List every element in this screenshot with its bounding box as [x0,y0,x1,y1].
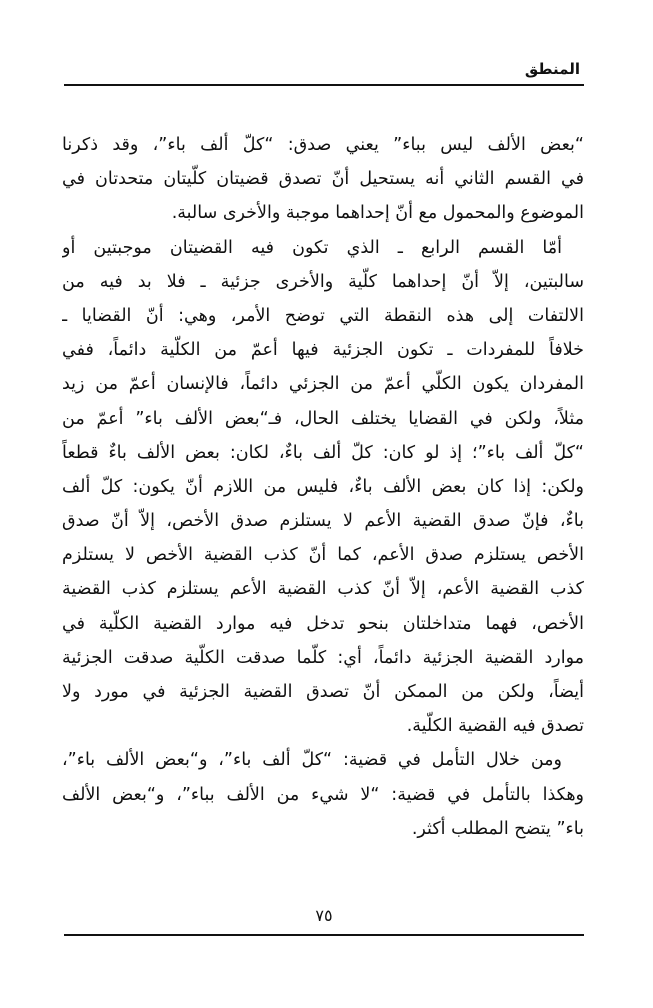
text-line: خلافاً للمفردات ـ تكون الجزئية فيها أعمّ من الكلّية دائماً، ففي [62,340,584,361]
page-number: ٧٥ [315,906,333,925]
footer-rule [64,934,584,936]
text-line: “بعض الألف ليس بباء” يعني صدق: “كلّ ألف باء”، وقد ذكرنا [62,135,584,155]
text-line: أيضاً، ولكن من الممكن أنّ تصدق القضية الجزئية في مورد ولا [62,682,584,702]
text-line: الأخص، فهما متداخلتان بنحو تدخل فيه موارد القضية الكلّية في [62,613,584,634]
text-line: ولكن: إذا كان بعض الألف باءٌ، فليس من اللازم أنّ يكون: كلّ ألف [62,476,584,497]
header-rule [64,84,584,86]
text-line: الأخص يستلزم صدق الأعم، كما أنّ كذب القضية الأخص لا يستلزم [62,545,584,566]
text-line: تصدق فيه القضية الكلّية. [406,716,584,737]
running-header [64,58,584,86]
text-line: كذب القضية الأعم، إلاّ أنّ كذب القضية الأعم يستلزم كذب القضية [62,579,584,600]
body-text [62,128,584,846]
text-line: باءٌ، فإنّ صدق القضية الأعم لا يستلزم صدق الأخص، إلاّ أنّ صدق [62,511,584,532]
page-footer [64,902,584,936]
text-line: موارد القضية الجزئية دائماً، أي: كلّما صدقت الكلّية صدقت الجزئية [62,647,584,668]
text-line: ومن خلال التأمل في قضية: “كلّ ألف باء”، و“بعض الألف باء”، [62,750,562,771]
text-line: في القسم الثاني أنه يستحيل أنّ تصدق قضيتان كلّيتان متحدتان في [62,169,584,190]
text-line: سالبتين، إلاّ أنّ إحداهما كلّية والأخرى جزئية ـ فلا بد فيه من [62,271,584,292]
text-line: باء” يتضح المطلب أكثر. [411,818,584,839]
text-line: الالتفات إلى هذه النقطة التي توضح الأمر، وهي: أنّ القضايا ـ [62,305,584,326]
text-line: أمّا القسم الرابع ـ الذي تكون فيه القضيتان موجبتين أو [62,237,562,258]
text-line: المفردان يكون الكلّي أعمّ من الجزئي دائماً، فالإنسان أعمّ من زيد [62,374,584,395]
text-line: “كلّ ألف باء”؛ إذ لو كان: كلّ ألف باءٌ، لكان: بعض الألف باءٌ قطعاً [62,442,584,463]
text-line: مثلاً، ولكن في القضايا يختلف الحال، فـ“بعض الألف باء” أعمّ من [62,408,584,429]
text-line: الموضوع والمحمول مع أنّ إحداهما موجبة والأخرى سالبة. [171,203,584,224]
header-title: المنطق [524,60,580,78]
text-line: وهكذا بالتأمل في قضية: “لا شيء من الألف بباء”، و“بعض الألف [62,784,584,805]
